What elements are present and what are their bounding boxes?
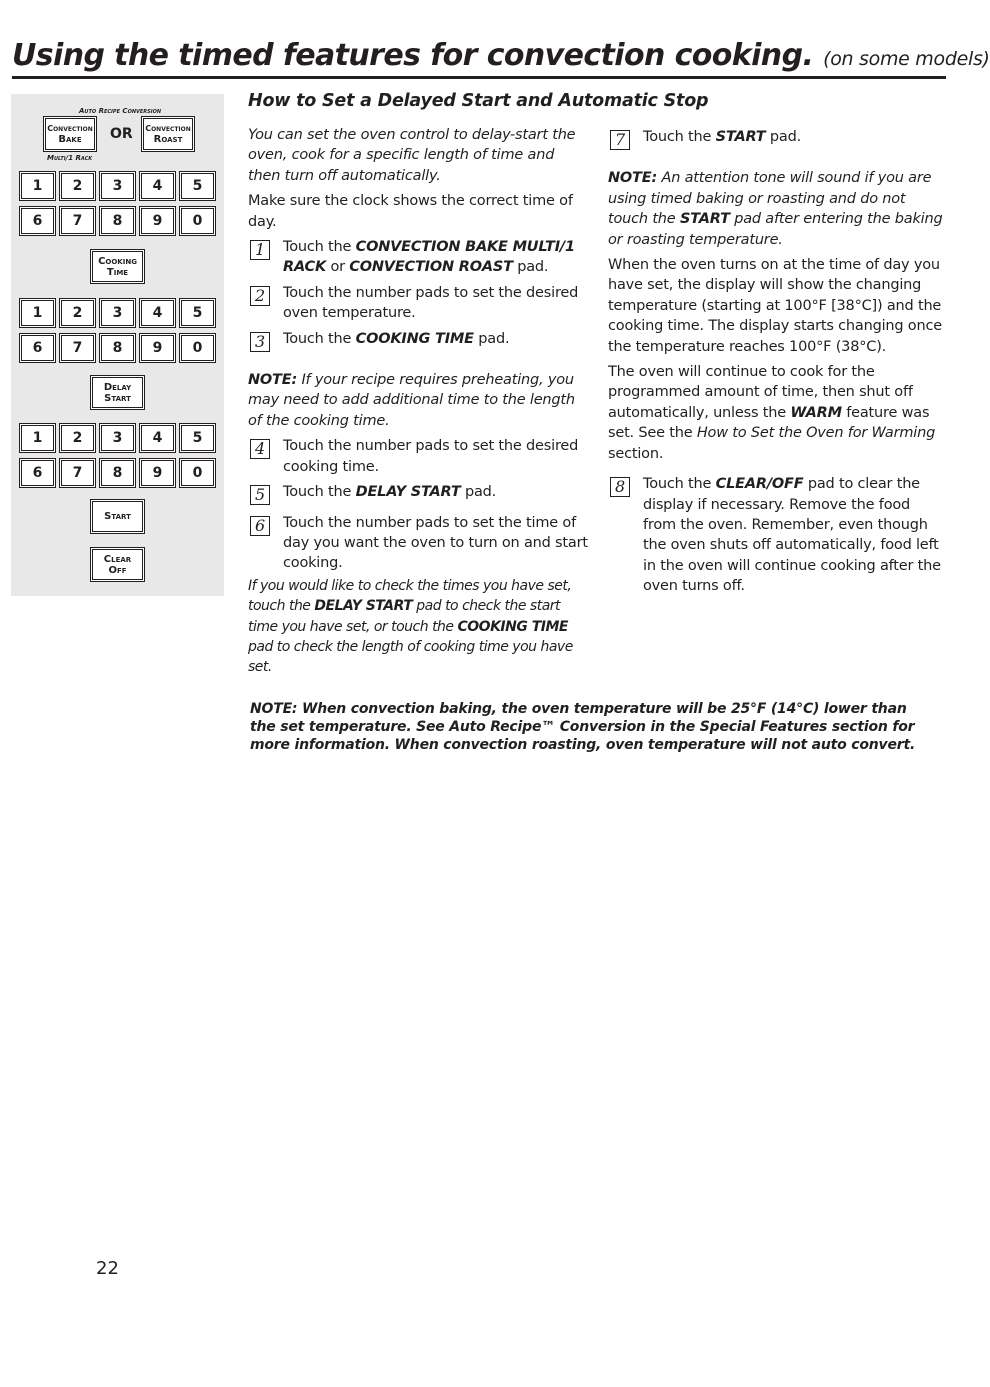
keypad-number-pad: 4 [141, 173, 174, 199]
clear-off-pad: Clear Off [92, 549, 143, 580]
step-5: 5 Touch the DELAY START pad. [248, 482, 588, 502]
or-label: OR [110, 126, 133, 142]
keypad-number-pad: 6 [21, 208, 54, 234]
keypad-number-pad: 0 [181, 460, 214, 486]
bottom-note: NOTE: When convection baking, the oven temperature will be 25°F (14°C) lower than the set temperature. See Auto Recipe™ Conversion in the Special Features section for more information. When convection roasting, oven temperature will not auto convert. [250, 701, 916, 753]
multi-rack-label: Multi/1 Rack [47, 154, 93, 162]
page-number: 22 [96, 1258, 119, 1279]
keypad-number-pad: 1 [21, 173, 54, 199]
step-3: 3 Touch the COOKING TIME pad. [248, 329, 588, 349]
keypad-number-pad: 3 [101, 425, 134, 451]
page-title: Using the timed features for convection cooking. (on some models) [12, 38, 990, 73]
step-number: 2 [250, 286, 270, 306]
note-preheating: NOTE: If your recipe requires preheating, you may need to add additional time to the length of the cooking time. [248, 372, 575, 429]
delay-start-pad: Delay Start [92, 377, 143, 408]
keypad-number-pad: 9 [141, 208, 174, 234]
convection-bake-pad: Convection Bake [45, 118, 95, 150]
step-4: 4 Touch the number pads to set the desired cooking time. [248, 436, 588, 477]
keypad-number-pad: 0 [181, 335, 214, 361]
step-number: 3 [250, 332, 270, 352]
keypad-number-pad: 3 [101, 173, 134, 199]
clock-text: Make sure the clock shows the correct time of day. [248, 193, 573, 230]
page-title-row [12, 36, 990, 79]
keypad-number-pad: 9 [141, 460, 174, 486]
right-column [608, 127, 946, 597]
intro-text: You can set the oven control to delay-start the oven, cook for a specific length of time and then turn off automatically. [248, 127, 576, 184]
keypad-number-pad: 9 [141, 335, 174, 361]
step-number: 1 [250, 240, 270, 260]
auto-recipe-label: Auto Recipe Conversion [79, 107, 162, 115]
keypad-number-pad: 1 [21, 300, 54, 326]
keypad-number-pad: 7 [61, 460, 94, 486]
control-panel-illustration [11, 94, 224, 596]
keypad-number-pad: 4 [141, 425, 174, 451]
check-times-text: If you would like to check the times you have set, touch the DELAY START pad to check the start time you have set, or touch the COOKING TIME pad to check the length of cooking time you have set. [248, 577, 573, 676]
keypad-number-pad: 8 [101, 460, 134, 486]
keypad-number-pad: 2 [61, 173, 94, 199]
start-pad: Start [92, 501, 143, 532]
keypad-number-pad: 2 [61, 300, 94, 326]
left-column [248, 125, 588, 678]
keypad-number-pad: 6 [21, 460, 54, 486]
page-title-suffix: (on some models) [823, 48, 990, 70]
continue-paragraph: The oven will continue to cook for the programmed amount of time, then shut off automatically, unless the WARM feature was set. See the How to Set the Oven for Warming section. [608, 364, 936, 462]
keypad-number-pad: 6 [21, 335, 54, 361]
keypad-number-pad: 5 [181, 425, 214, 451]
step-number: 7 [610, 130, 630, 150]
keypad-number-pad: 0 [181, 208, 214, 234]
keypad-number-pad: 8 [101, 335, 134, 361]
keypad-number-pad: 3 [101, 300, 134, 326]
step-number: 8 [610, 477, 630, 497]
keypad-number-pad: 2 [61, 425, 94, 451]
step-1: 1 Touch the CONVECTION BAKE MULTI/1 RACK or CONVECTION ROAST pad. [248, 237, 588, 278]
step-7: 7 Touch the START pad. [608, 127, 946, 147]
step-number: 6 [250, 516, 270, 536]
step-2: 2 Touch the number pads to set the desired oven temperature. [248, 283, 588, 324]
step-6: 6 Touch the number pads to set the time of day you want the oven to turn on and start cooking. [248, 513, 588, 574]
keypad-number-pad: 4 [141, 300, 174, 326]
display-paragraph: When the oven turns on at the time of day you have set, the display will show the changing temperature (starting at 100°F [38°C]) and the cooking time. The display starts changing once the temperature reaches 100°F (38°C). [608, 257, 942, 355]
section-heading: How to Set a Delayed Start and Automatic Stop [248, 91, 709, 111]
convection-roast-pad: Convection Roast [143, 118, 193, 150]
cooking-time-pad: Cooking Time [92, 251, 143, 282]
step-8: 8 Touch the CLEAR/OFF pad to clear the display if necessary. Remove the food from the oven. Remember, even though the oven shuts off automatically, food left in the oven will continue cooking after the oven turns off. [608, 474, 946, 596]
keypad-number-pad: 5 [181, 300, 214, 326]
step-number: 4 [250, 439, 270, 459]
note-attention-tone: NOTE: An attention tone will sound if you are using timed baking or roasting and do not touch the START pad after entering the baking or roasting temperature. [608, 170, 943, 248]
keypad-number-pad: 5 [181, 173, 214, 199]
keypad-number-pad: 1 [21, 425, 54, 451]
keypad-number-pad: 8 [101, 208, 134, 234]
step-number: 5 [250, 485, 270, 505]
keypad-number-pad: 7 [61, 335, 94, 361]
keypad-number-pad: 7 [61, 208, 94, 234]
